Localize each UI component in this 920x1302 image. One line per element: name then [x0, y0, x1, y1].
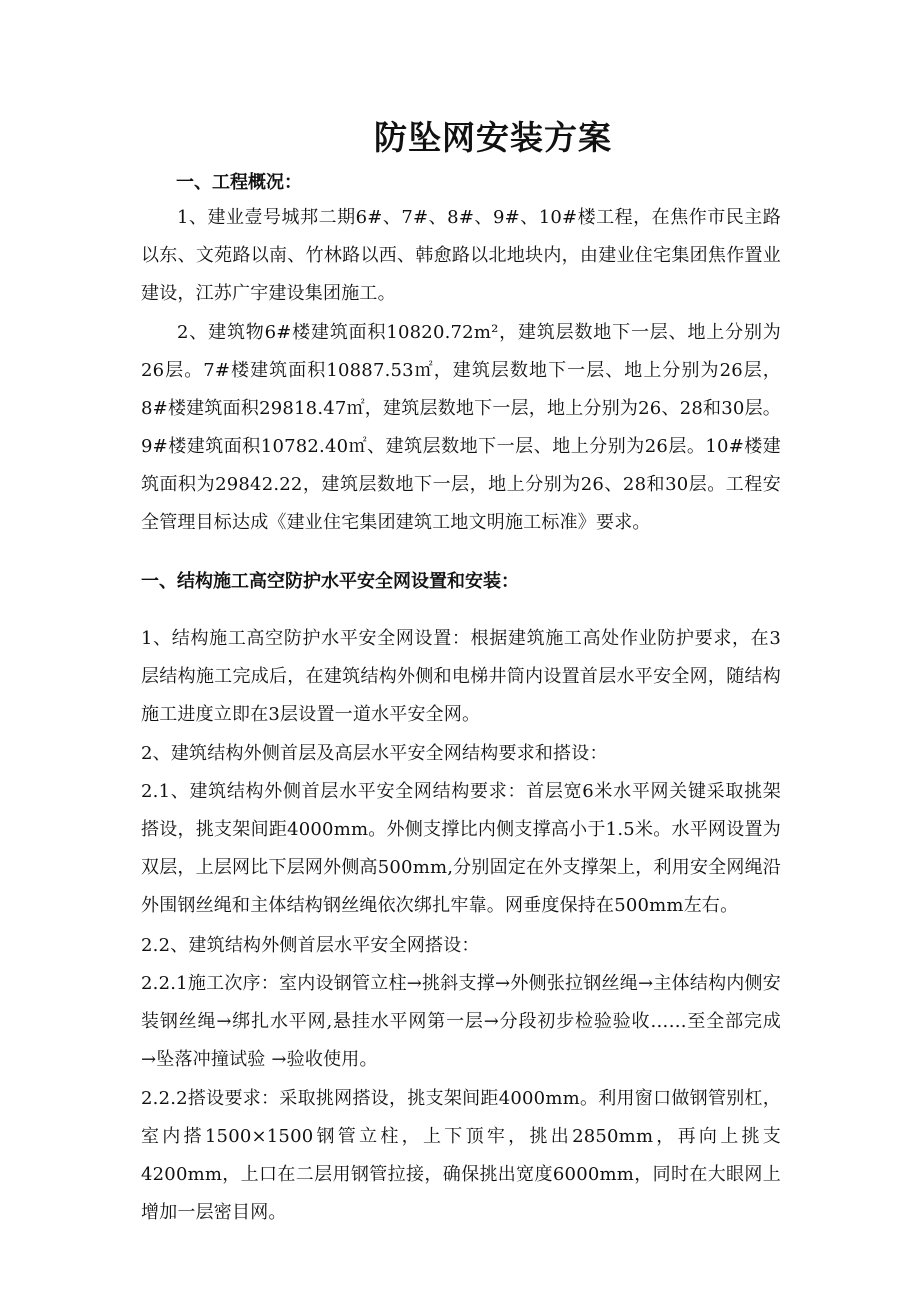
- document-title: 防坠网安装方案: [374, 118, 612, 157]
- section1-heading: 一、工程概况：: [176, 172, 302, 193]
- section2-heading: 一、结构施工高空防护水平安全网设置和安装：: [141, 571, 519, 592]
- section2-paragraph-1: 1、结构施工高空防护水平安全网设置：根据建筑施工高处作业防护要求，在3层结构施工完成后，在建筑结构外侧和电梯井筒内设置首层水平安全网，随结构施工进度立即在3层设置一道水平安全网。: [141, 628, 781, 725]
- section2-paragraph-6: 2.2.2搭设要求：采取挑网搭设，挑支架间距4000mm。利用窗口做钢管别杠，室内搭1500×1500钢管立柱，上下顶牢，挑出2850mm，再向上挑支4200mm，上口在二层用钢管拉接，确保挑出宽度6000mm，同时在大眼网上增加一层密目网。: [141, 1088, 781, 1223]
- section2-paragraph-2: 2、建筑结构外侧首层及高层水平安全网结构要求和搭设：: [141, 743, 608, 764]
- section1-paragraph-1: 1、建业壹号城邦二期6#、7#、8#、9#、10#楼工程，在焦作市民主路以东、文苑路以南、竹林路以西、韩愈路以北地块内，由建业住宅集团焦作置业建设，江苏广宇建设集团施工。: [141, 207, 781, 304]
- section2-paragraph-4: 2.2、建筑结构外侧首层水平安全网搭设：: [141, 935, 480, 956]
- section1-paragraph-2: 2、建筑物6#楼建筑面积10820.72m²，建筑层数地下一层、地上分别为26层。7#楼建筑面积10887.53㎡，建筑层数地下一层、地上分别为26层，8#楼建筑面积29818.47㎡，建筑层数地下一层，地上分别为26、28和30层。9#楼建筑面积10782.40㎡、建筑层数地下一层、地上分别为26层。10#楼建筑面积为29842.22，建筑层数地下一层，地上分别为26、28和30层。工程安全管理目标达成《建业住宅集团建筑工地文明施工标准》要求。: [141, 322, 781, 533]
- section2-paragraph-5: 2.2.1施工次序：室内设钢管立柱→挑斜支撑→外侧张拉钢丝绳→主体结构内侧安装钢丝绳→绑扎水平网,悬挂水平网第一层→分段初步检验验收……至全部完成 →坠落冲撞试验 →验收使用。: [141, 973, 781, 1070]
- section2-paragraph-3: 2.1、建筑结构外侧首层水平安全网结构要求：首层宽6米水平网关键采取挑架搭设，挑支架间距4000mm。外侧支撑比内侧支撑高小于1.5米。水平网设置为双层，上层网比下层网外侧高500mm,分别固定在外支撑架上，利用安全网绳沿外围钢丝绳和主体结构钢丝绳依次绑扎牢靠。网垂度保持在500mm左右。: [141, 781, 781, 916]
